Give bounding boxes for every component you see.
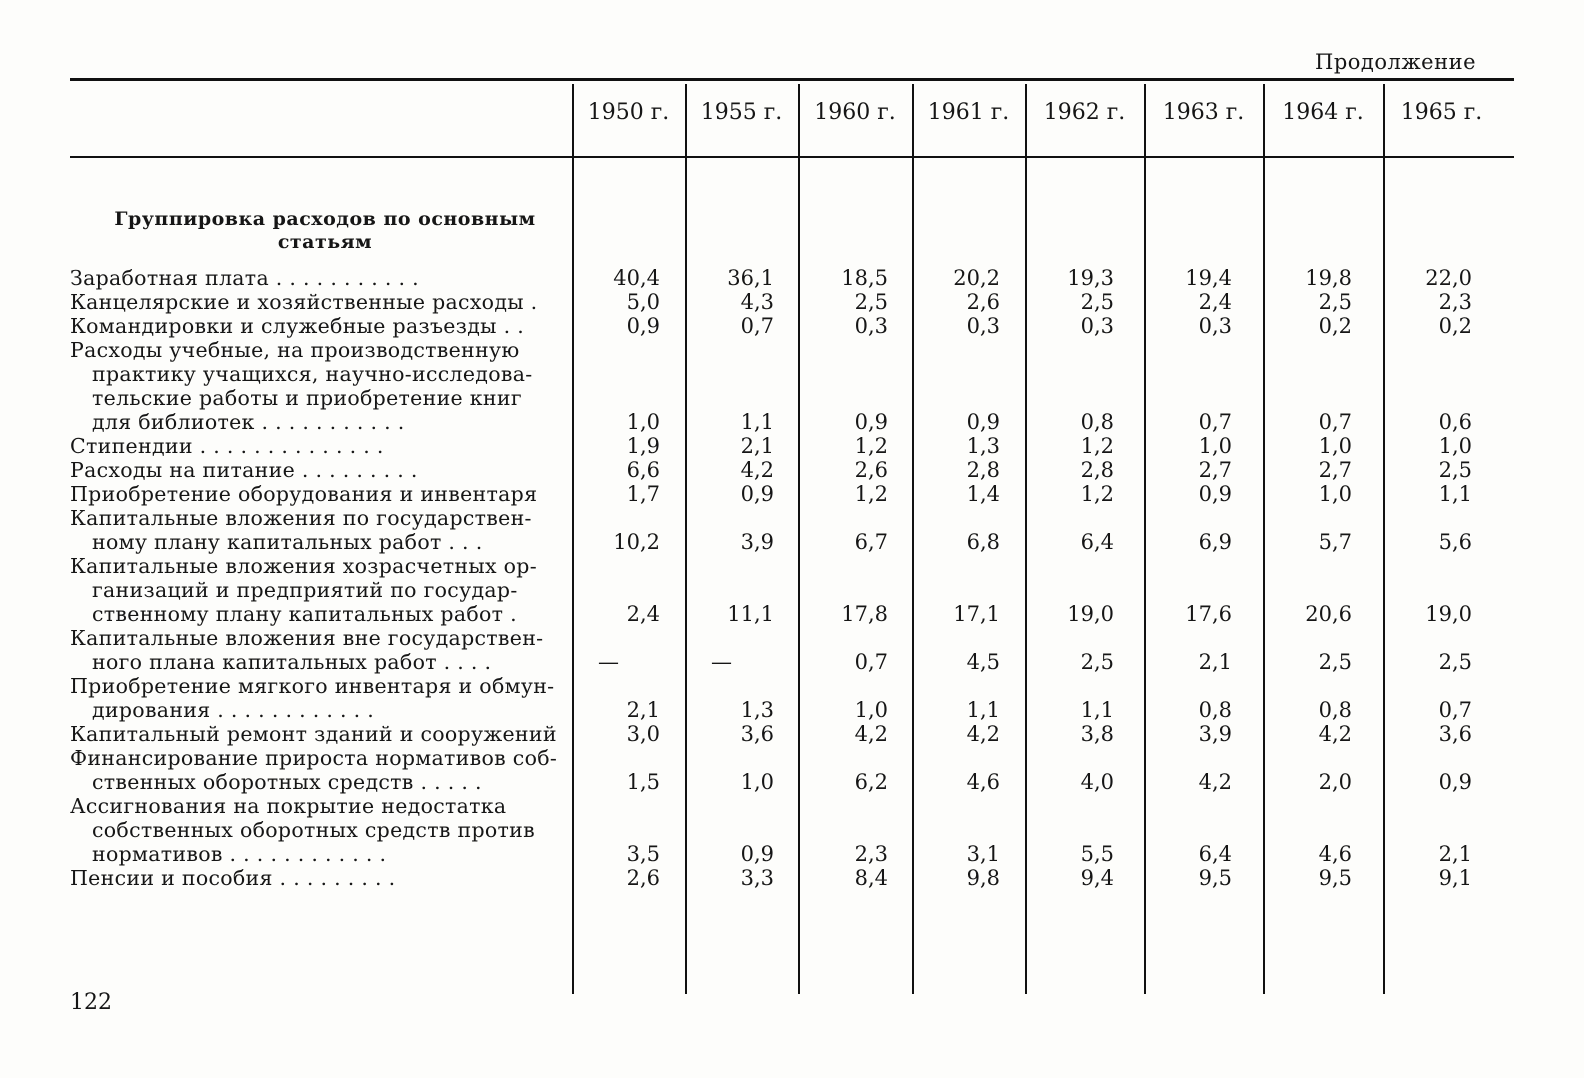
table-cell: 2,3 (1438, 290, 1472, 314)
table-cell: 0,3 (966, 314, 1000, 338)
table-cell: 19,4 (1185, 266, 1232, 290)
table-cell: 2,3 (854, 842, 888, 866)
table-cell: 19,3 (1067, 266, 1114, 290)
table-cell: 6,2 (854, 770, 888, 794)
table-cell: 11,1 (727, 602, 774, 626)
table-cell: 6,8 (966, 530, 1000, 554)
row-label: нормативов . . . . . . . . . . . . (92, 842, 387, 866)
table-cell: 4,6 (966, 770, 1000, 794)
table-cell: 6,7 (854, 530, 888, 554)
table-cell: 3,1 (966, 842, 1000, 866)
table-cell: 1,7 (626, 482, 660, 506)
row-label: Капитальные вложения по государствен- (70, 506, 532, 530)
table-cell: 36,1 (727, 266, 774, 290)
table-cell: 0,2 (1318, 314, 1352, 338)
row-label: тельские работы и приобретение книг (92, 386, 522, 410)
table-cell: 18,5 (841, 266, 888, 290)
continued-label: Продолжение (1315, 50, 1476, 74)
table-cell: 2,6 (626, 866, 660, 890)
table-cell: 4,6 (1318, 842, 1352, 866)
row-label: Капитальные вложения хозрасчетных ор- (70, 554, 537, 578)
table-cell: 0,9 (626, 314, 660, 338)
table-cell: 4,0 (1080, 770, 1114, 794)
table-cell: 2,5 (854, 290, 888, 314)
page-number: 122 (70, 990, 112, 1015)
table-cell: 9,4 (1080, 866, 1114, 890)
table-cell: 3,5 (626, 842, 660, 866)
row-label: Капитальные вложения вне государствен- (70, 626, 544, 650)
row-label: практику учащихся, научно-исследова- (92, 362, 533, 386)
table-cell: — (598, 650, 619, 674)
row-label: собственных оборотных средств против (92, 818, 535, 842)
table-cell: 19,0 (1067, 602, 1114, 626)
column-divider (1383, 84, 1385, 994)
table-cell: 4,2 (966, 722, 1000, 746)
table-cell: 22,0 (1425, 266, 1472, 290)
column-divider (1144, 84, 1146, 994)
table-cell: 1,0 (626, 410, 660, 434)
row-label: ганизаций и предприятий по государ- (92, 578, 518, 602)
table-cell: 40,4 (613, 266, 660, 290)
table-cell: 2,5 (1318, 290, 1352, 314)
table-cell: 6,4 (1198, 842, 1232, 866)
table-cell: 3,9 (1198, 722, 1232, 746)
table-cell: 2,5 (1080, 650, 1114, 674)
table-cell: 3,6 (740, 722, 774, 746)
table-cell: 3,0 (626, 722, 660, 746)
column-divider (1025, 84, 1027, 994)
table-cell: 2,6 (966, 290, 1000, 314)
table-cell: 1,3 (966, 434, 1000, 458)
column-divider (798, 84, 800, 994)
table-cell: 6,9 (1198, 530, 1232, 554)
table-cell: 0,6 (1438, 410, 1472, 434)
table-cell: 0,3 (1198, 314, 1232, 338)
table-cell: 0,3 (1080, 314, 1114, 338)
column-divider (1263, 84, 1265, 994)
table-cell: 20,6 (1305, 602, 1352, 626)
table-cell: 1,1 (1080, 698, 1114, 722)
table-cell: 19,0 (1425, 602, 1472, 626)
column-divider (912, 84, 914, 994)
table-cell: 0,7 (1438, 698, 1472, 722)
table-cell: 1,2 (1080, 434, 1114, 458)
table-cell: 17,8 (841, 602, 888, 626)
table-cell: 1,0 (1198, 434, 1232, 458)
table-cell: 10,2 (613, 530, 660, 554)
table-cell: 2,5 (1438, 650, 1472, 674)
column-divider (685, 84, 687, 994)
year-header: 1965 г. (1400, 100, 1483, 125)
table-cell: 4,2 (1318, 722, 1352, 746)
row-label: ного плана капитальных работ . . . . (92, 650, 492, 674)
table-cell: 0,9 (1438, 770, 1472, 794)
year-header: 1962 г. (1043, 100, 1126, 125)
year-header: 1963 г. (1162, 100, 1245, 125)
table-cell: 1,0 (1318, 434, 1352, 458)
table-cell: 0,9 (966, 410, 1000, 434)
table-cell: 3,6 (1438, 722, 1472, 746)
row-label: Пенсии и пособия . . . . . . . . . (70, 866, 396, 890)
year-header: 1960 г. (814, 100, 896, 125)
table-cell: 1,9 (626, 434, 660, 458)
table-cell: 0,2 (1438, 314, 1472, 338)
table-cell: 6,4 (1080, 530, 1114, 554)
table-cell: 9,5 (1318, 866, 1352, 890)
row-label: Стипендии . . . . . . . . . . . . . . (70, 434, 384, 458)
table-cell: 2,7 (1318, 458, 1352, 482)
table-cell: 1,1 (966, 698, 1000, 722)
table-cell: 6,6 (626, 458, 660, 482)
table-cell: 1,1 (740, 410, 774, 434)
table-cell: 4,2 (1198, 770, 1232, 794)
table-cell: 1,5 (626, 770, 660, 794)
table-cell: 1,0 (1318, 482, 1352, 506)
table-cell: 1,2 (1080, 482, 1114, 506)
table-cell: 0,9 (740, 842, 774, 866)
table-cell: 1,3 (740, 698, 774, 722)
year-header: 1955 г. (700, 100, 783, 125)
table-cell: 4,3 (740, 290, 774, 314)
table-cell: 2,8 (966, 458, 1000, 482)
row-label: Расходы учебные, на производственную (70, 338, 520, 362)
row-label: Канцелярские и хозяйственные расходы . (70, 290, 538, 314)
table-cell: 1,0 (854, 698, 888, 722)
table-cell: 1,0 (1438, 434, 1472, 458)
table-cell: 2,0 (1318, 770, 1352, 794)
table-cell: 0,8 (1198, 698, 1232, 722)
table-cell: 2,1 (740, 434, 774, 458)
table-cell: 9,8 (966, 866, 1000, 890)
table-cell: 2,5 (1318, 650, 1352, 674)
table-cell: 1,2 (854, 434, 888, 458)
table-cell: 2,1 (1198, 650, 1232, 674)
table-cell: 4,5 (966, 650, 1000, 674)
year-header: 1964 г. (1282, 100, 1364, 125)
table-cell: 2,4 (626, 602, 660, 626)
table-cell: 0,7 (1198, 410, 1232, 434)
header-rule (70, 156, 1514, 158)
table-cell: 9,1 (1438, 866, 1472, 890)
row-label: ному плану капитальных работ . . . (92, 530, 483, 554)
table-cell: 2,4 (1198, 290, 1232, 314)
table-cell: 3,3 (740, 866, 774, 890)
row-label: дирования . . . . . . . . . . . . (92, 698, 375, 722)
table-cell: — (711, 650, 732, 674)
row-label: Командировки и служебные разъезды . . (70, 314, 525, 338)
top-rule (70, 78, 1514, 81)
row-label: ственных оборотных средств . . . . . (92, 770, 482, 794)
table-cell: 2,1 (626, 698, 660, 722)
table-cell: 0,7 (854, 650, 888, 674)
table-cell: 1,2 (854, 482, 888, 506)
row-label: Приобретение оборудования и инвентаря (70, 482, 538, 506)
row-label: Приобретение мягкого инвентаря и обмун- (70, 674, 555, 698)
table-cell: 2,8 (1080, 458, 1114, 482)
table-cell: 0,8 (1318, 698, 1352, 722)
table-cell: 9,5 (1198, 866, 1232, 890)
table-cell: 20,2 (953, 266, 1000, 290)
table-cell: 1,1 (1438, 482, 1472, 506)
table-cell: 0,8 (1080, 410, 1114, 434)
table-cell: 2,6 (854, 458, 888, 482)
table-cell: 0,3 (854, 314, 888, 338)
table-cell: 1,0 (740, 770, 774, 794)
table-cell: 4,2 (854, 722, 888, 746)
table-cell: 2,1 (1438, 842, 1472, 866)
row-label: Финансирование прироста нормативов соб- (70, 746, 558, 770)
table-cell: 5,6 (1438, 530, 1472, 554)
table-cell: 5,5 (1080, 842, 1114, 866)
year-header: 1950 г. (587, 100, 670, 125)
table-cell: 2,7 (1198, 458, 1232, 482)
table-cell: 0,9 (854, 410, 888, 434)
row-label: Заработная плата . . . . . . . . . . . (70, 266, 419, 290)
table-cell: 0,7 (1318, 410, 1352, 434)
row-label: для библиотек . . . . . . . . . . . (92, 410, 405, 434)
row-label: Ассигнования на покрытие недостатка (70, 794, 507, 818)
table-cell: 3,9 (740, 530, 774, 554)
section-heading: Группировка расходов по основным статьям (114, 208, 536, 253)
table-cell: 17,6 (1185, 602, 1232, 626)
table-cell: 1,4 (966, 482, 1000, 506)
year-header: 1961 г. (927, 100, 1010, 125)
table-cell: 4,2 (740, 458, 774, 482)
table-cell: 2,5 (1080, 290, 1114, 314)
table-cell: 0,9 (1198, 482, 1232, 506)
table-cell: 17,1 (953, 602, 1000, 626)
table-cell: 0,7 (740, 314, 774, 338)
table-cell: 8,4 (854, 866, 888, 890)
table-cell: 19,8 (1305, 266, 1352, 290)
table-cell: 2,5 (1438, 458, 1472, 482)
row-label: Капитальный ремонт зданий и сооружений (70, 722, 557, 746)
table-cell: 3,8 (1080, 722, 1114, 746)
table-cell: 5,0 (626, 290, 660, 314)
table-cell: 0,9 (740, 482, 774, 506)
table-cell: 5,7 (1318, 530, 1352, 554)
row-label: ственному плану капитальных работ . (92, 602, 517, 626)
row-label: Расходы на питание . . . . . . . . . (70, 458, 418, 482)
